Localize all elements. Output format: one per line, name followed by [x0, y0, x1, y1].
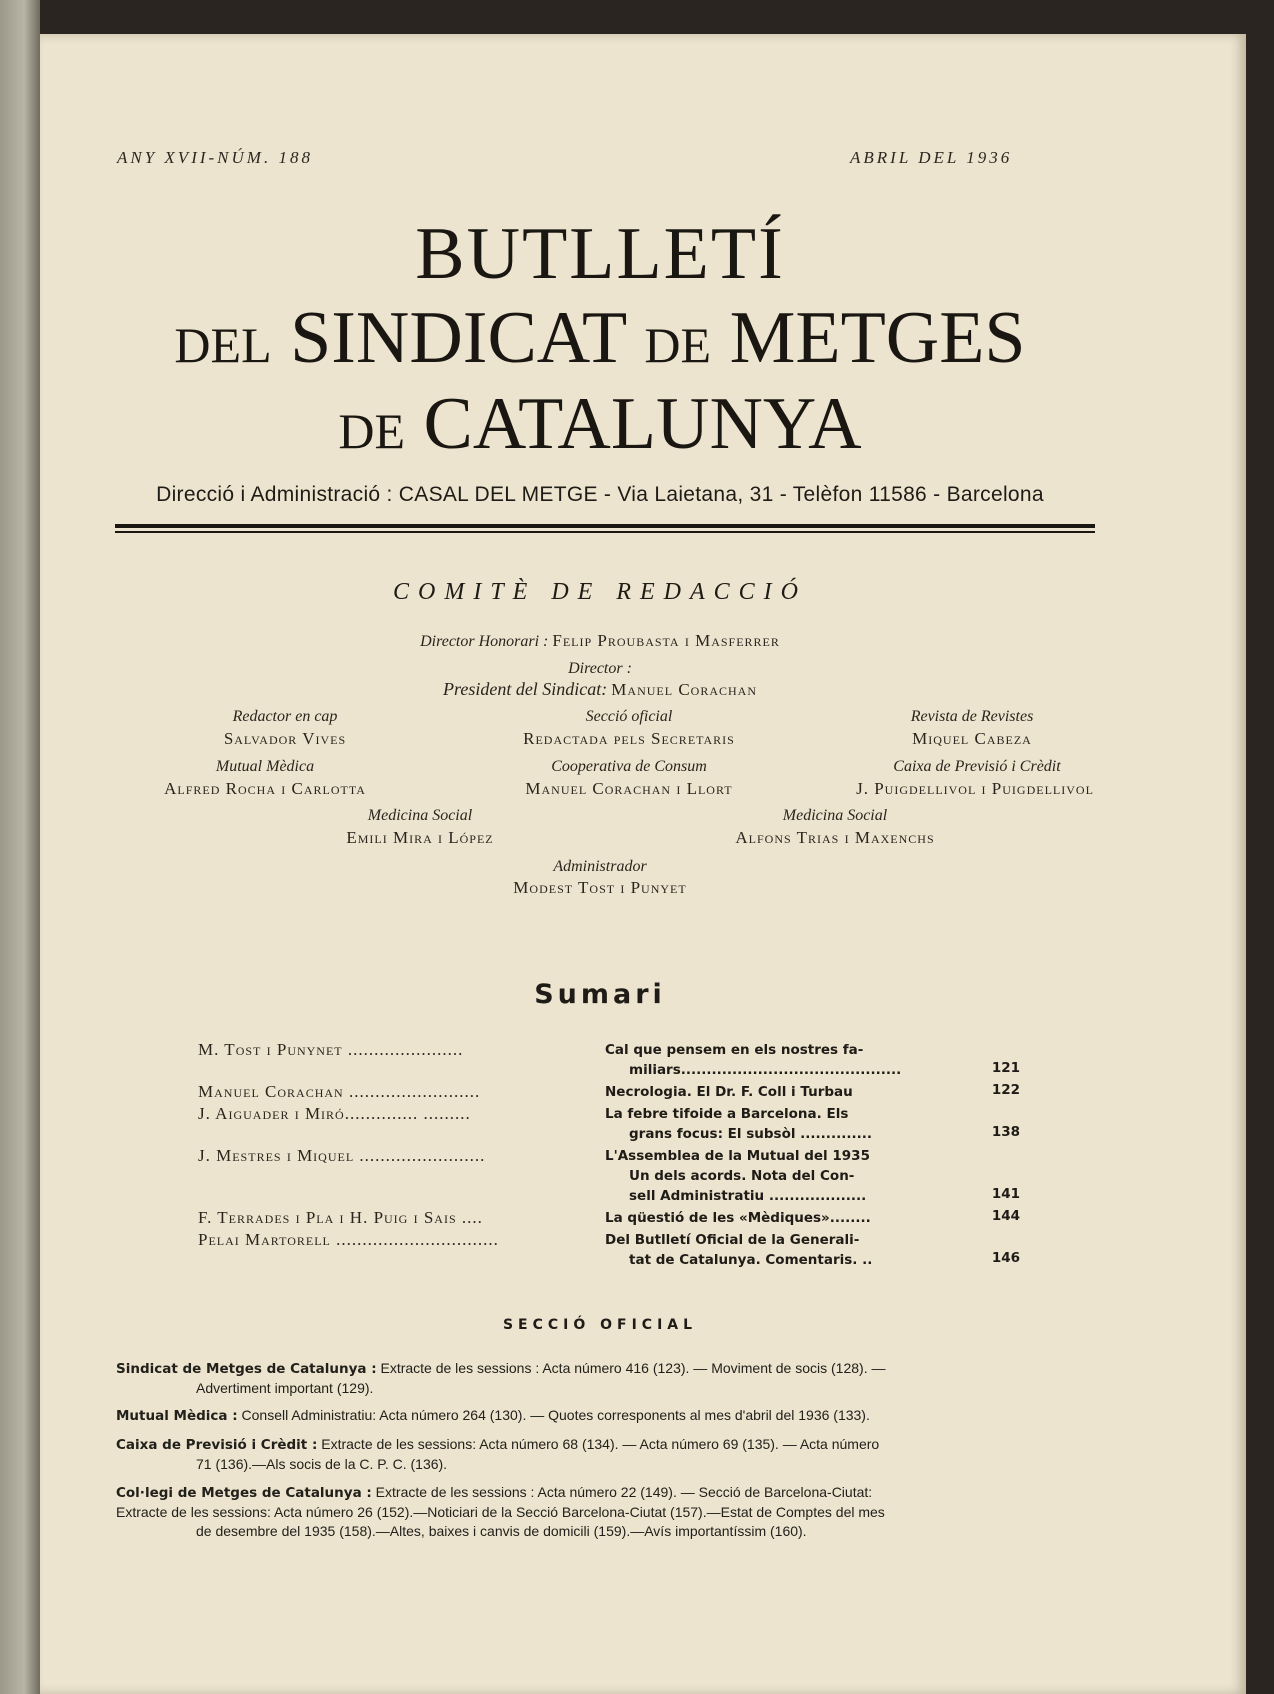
official-section-heading: SECCIÓ OFICIAL [502, 1317, 698, 1333]
president-line: President del Sindicat: Manuel Corachan [443, 679, 757, 699]
mutual-name: Alfred Rocha i Carlotta [164, 779, 366, 798]
toc-author: Manuel Corachan ......................... [198, 1082, 481, 1101]
mutual-role: Mutual Mèdica [215, 758, 315, 775]
bulletin-cover-page [40, 34, 1246, 1694]
official-section-name: Redactada pels Secretaris [523, 729, 735, 748]
editor-in-chief-role: Redactor en cap [232, 708, 338, 725]
official-item: Sindicat de Metges de Catalunya : Extracte de les sessions : Acta número 416 (123). — Moviment de socis (128). — Advertiment important (129). [116, 1360, 886, 1396]
honorary-director: Director Honorari : Felip Proubasta i Masferrer [420, 631, 780, 650]
director-role: Director : [568, 660, 632, 677]
social-medicine-role-2: Medicina Social [782, 807, 888, 824]
scan-binding-edge [0, 0, 40, 1694]
official-section-role: Secció oficial [585, 708, 673, 725]
toc-title: La febre tifoide a Barcelona. Els grans focus: El subsòl .............. [605, 1106, 872, 1142]
toc-title: Cal que pensem en els nostres fa- miliars........................................... [605, 1042, 902, 1078]
toc-author: Pelai Martorell ............................... [198, 1230, 499, 1249]
masthead-line-3: DE CATALUNYA [338, 383, 862, 465]
official-item: Mutual Mèdica : Consell Administratiu: Acta número 264 (130). — Quotes corresponents al mes d'abril del 1936 (133). [116, 1407, 870, 1424]
toc-author: J. Mestres i Miquel ........................ [198, 1146, 486, 1165]
social-medicine-name-2: Alfons Trias i Maxenchs [735, 828, 935, 847]
official-item: Caixa de Previsió i Crèdit : Extracte de les sessions: Acta número 68 (134). — Acta número 69 (135). — Acta número 71 (136).—Als socis de la C. P. C. (136). [116, 1436, 880, 1472]
toc-page: 122 [991, 1082, 1020, 1098]
toc-title: Necrologia. El Dr. F. Coll i Turbau [605, 1084, 853, 1100]
address-line: Direcció i Administració : CASAL DEL METGE - Via Laietana, 31 - Telèfon 11586 - Barcelona [156, 483, 1044, 506]
masthead-line-2: DEL SINDICAT DE METGES [174, 297, 1026, 379]
administrator-name: Modest Tost i Punyet [513, 878, 687, 897]
toc-page: 141 [991, 1186, 1020, 1202]
toc-page: 144 [991, 1208, 1020, 1224]
toc-title: La qüestió de les «Mèdiques»........ [605, 1210, 871, 1226]
masthead-divider [115, 524, 1095, 533]
review-role: Revista de Revistes [910, 708, 1034, 725]
social-medicine-name-1: Emili Mira i López [346, 828, 494, 847]
masthead-line-1: BUTLLETÍ [415, 213, 785, 295]
summary-title: Sumari [534, 979, 666, 1010]
social-medicine-role-1: Medicina Social [367, 807, 473, 824]
editor-in-chief-name: Salvador Vives [223, 729, 347, 748]
issue-number: ANY XVII-NÚM. 188 [117, 148, 313, 167]
caixa-role: Caixa de Previsió i Crèdit [893, 758, 1061, 775]
toc-title: Del Butlletí Oficial de la Generali- tat de Catalunya. Comentaris. .. [605, 1232, 873, 1268]
toc-author: M. Tost i Punynet ...................... [198, 1040, 464, 1059]
cooperative-name: Manuel Corachan i Llort [525, 779, 733, 798]
toc-page: 138 [991, 1124, 1020, 1140]
toc-author: J. Aiguader i Miró.............. ......... [198, 1104, 471, 1123]
administrator-role: Administrador [553, 858, 647, 875]
cooperative-role: Cooperativa de Consum [551, 758, 707, 775]
toc-title: L'Assemblea de la Mutual del 1935 Un dels acords. Nota del Con- sell Administratiu ................... [605, 1148, 870, 1204]
official-item: Col·legi de Metges de Catalunya : Extracte de les sessions : Acta número 22 (149). — Secció de Barcelona-Ciutat: Extracte de les sessions: Acta número 26 (152).—Noticiari de la Secció Barcelona-Ciutat (157).—Estat de Comptes del mes de desembre del 1935 (158).—Altes, baixes i canvis de domicili (159).—Avís importantíssim (160). [116, 1484, 885, 1539]
toc-author: F. Terrades i Pla i H. Puig i Sais .... [198, 1208, 483, 1227]
toc-page: 121 [991, 1060, 1020, 1076]
review-name: Miquel Cabeza [912, 729, 1032, 748]
toc-page: 146 [991, 1250, 1020, 1266]
issue-date: ABRIL DEL 1936 [850, 148, 1013, 167]
caixa-name: J. Puigdellivol i Puigdellivol [856, 779, 1094, 798]
committee-title: COMITÈ DE REDACCIÓ [393, 579, 807, 605]
